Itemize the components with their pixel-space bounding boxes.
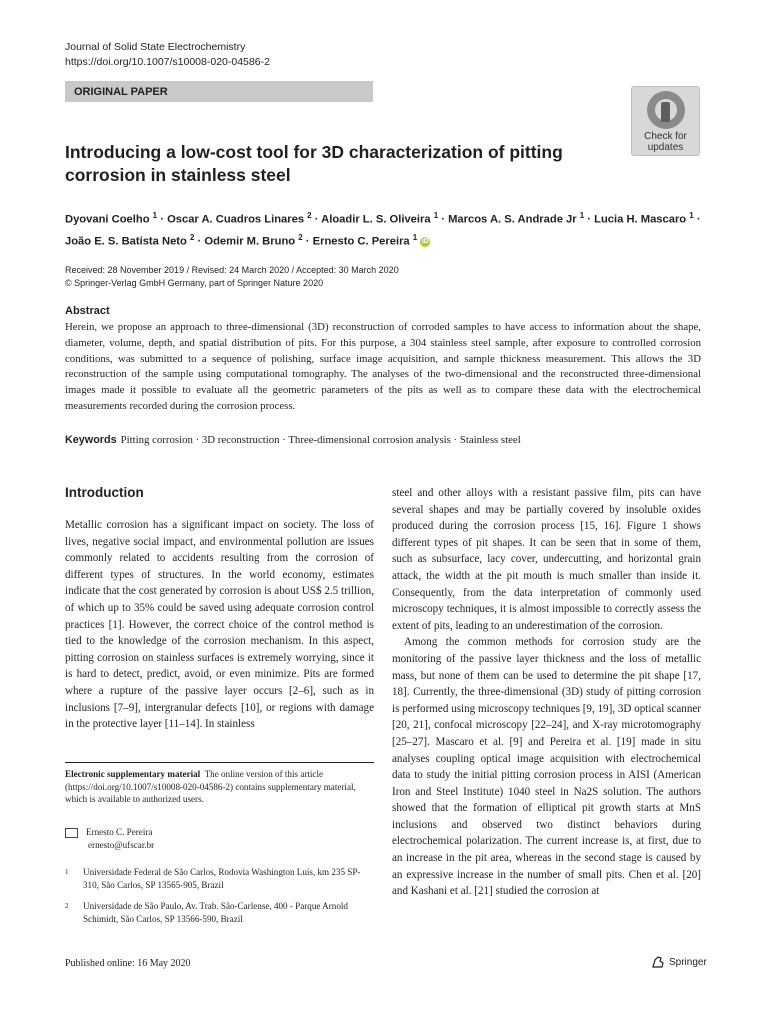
- affiliation-1: [65, 866, 375, 891]
- badge-line-2: updates: [647, 142, 684, 153]
- article-type-banner: ORIGINAL PAPER: [65, 81, 373, 102]
- title-line-1: Introducing a low-cost tool for 3D characterization of pitting: [65, 142, 563, 162]
- abstract-heading: Abstract: [65, 305, 110, 317]
- check-for-updates-badge[interactable]: [631, 86, 700, 156]
- author-list: [65, 207, 715, 250]
- supplementary-material-note: [65, 768, 374, 806]
- keywords: [65, 434, 705, 446]
- springer-horse-icon: [651, 955, 665, 969]
- abstract-body: Herein, we propose an approach to three-dimensional (3D) reconstruction of corroded samples to have access to information about the shape, diameter, volume, depth, and spatial distribution of pits. For this purpose, a 304 stainless steel sample, after exposure to controlled corrosion conditions, was submitted to a sequence of polishing, surface image acquisition, and sample thickness measurement. This allows the 3D reconstruction of the sample using computational tomography. The analyses of the two-dimensional and the reconstructed three-dimensional images made it possible to evaluate all the geometric parameters of the pits as well as to compare these data with the electrochemical measurements recorded during the corrosion process.: [65, 321, 701, 412]
- affiliation-text: Universidade Federal de São Carlos, Rodovia Washington Luís, km 235 SP-310, São Carlos, SP 13565-905, Brazil: [83, 867, 361, 890]
- badge-line-1: Check for: [644, 131, 687, 142]
- left-column: [65, 517, 374, 733]
- correspondence-email[interactable]: ernesto@ufscar.br: [88, 839, 155, 850]
- esm-text: The online version of this article (https://doi.org/10.1007/s10008-020-04586-2) contains supplementary material, which is available to authorized users.: [65, 769, 356, 805]
- dates-line: Received: 28 November 2019 / Revised: 24 March 2020 / Accepted: 30 March 2020: [65, 265, 399, 275]
- footnote-divider: [65, 762, 374, 763]
- affiliation-text: Universidade de São Paulo, Av. Trab. São-Carlense, 400 - Parque Arnold Schimidt, São Carlos, SP 13566-590, Brazil: [83, 901, 348, 924]
- affiliation-number: 2: [65, 902, 69, 910]
- affiliation-2: [65, 900, 375, 925]
- keywords-list: Pitting corrosion · 3D reconstruction · Three-dimensional corrosion analysis · Stainless steel: [120, 434, 521, 446]
- author-name[interactable]: Odemir M. Bruno: [204, 235, 296, 248]
- author-name[interactable]: Marcos A. S. Andrade Jr: [448, 213, 577, 226]
- intro-paragraph-left: Metallic corrosion has a significant impact on society. The loss of lives, negative social impact, and environmental pollution are issues commonly related to accidents resulting from the corrosion of different types of structures. In the world economy, estimates indicate that the cost generated by corrosion is about US$ 2.5 trillion, of which up to 35% could be saved using adequate corrosion control practices [1]. However, the correct choice of the control method is tied to the knowledge of the corrosion mechanism. In this aspect, pitting corrosion on stainless surfaces is extremely worrying, since it is hard to detect, predict, avoid, or even minimize. Pits are formed where a rupture of the passive layer occurs [2–6], such as in inclusions [7–9], intergranular defects [10], or regions with damage in the protective layer [11–14]. In stainless: [65, 519, 374, 731]
- doi-link[interactable]: https://doi.org/10.1007/s10008-020-04586-2: [65, 56, 270, 68]
- copyright-line: © Springer-Verlag GmbH Germany, part of Springer Nature 2020: [65, 278, 324, 288]
- intro-paragraph-right-1: steel and other alloys with a resistant passive film, pits can have several shapes and may be partially covered by insoluble oxides produced during the corrosion process [15, 16]. Figure 1 shows different types of pit shapes. It can be seen that in some of them, such as subsurface, lacy cover, undercutting, and horizontal grain attack, the width at the pit mouth is much smaller than inside it. Consequently, from the data interpretation of commonly used microscopy techniques, it is almost impossible to correctly assess the extent of pits, leading to an underestimation of the corrosion.: [392, 487, 701, 632]
- esm-label: Electronic supplementary material: [65, 769, 201, 779]
- keywords-label: Keywords: [65, 434, 117, 446]
- correspondence-name: Ernesto C. Pereira: [86, 827, 153, 837]
- title-line-2: corrosion in stainless steel: [65, 165, 291, 185]
- orcid-icon[interactable]: iD: [421, 237, 429, 245]
- author-name[interactable]: Lucia H. Mascaro: [594, 213, 687, 226]
- article-history: [65, 264, 399, 290]
- section-heading-introduction: Introduction: [65, 485, 144, 500]
- author-name[interactable]: Oscar A. Cuadros Linares: [167, 213, 305, 226]
- publisher-name: Springer: [669, 956, 707, 968]
- author-name[interactable]: Ernesto C. Pereira: [312, 235, 410, 248]
- crossmark-icon: [647, 91, 685, 129]
- author-line-1: Dyovani Coelho $^1$ · Oscar A. Cuadros Linares $^2$ · Aloadir L. S. Oliveira $^1$ · Marcos A. S. Andrade Jr $^1$ · Lucia H. Mascaro $^1$ ·: [65, 211, 701, 226]
- publisher-logo: [651, 955, 707, 969]
- journal-name: Journal of Solid State Electrochemistry: [65, 41, 246, 53]
- right-column: [392, 485, 701, 900]
- author-name[interactable]: João E. S. Batista Neto: [65, 235, 187, 248]
- envelope-icon: [65, 828, 78, 838]
- author-name[interactable]: Dyovani Coelho: [65, 213, 150, 226]
- intro-paragraph-right-2: Among the common methods for corrosion study are the monitoring of the passive layer thickness and the loss of metallic mass, but none of them can be used to determine the pit shape [17, 18]. Currently, the three-dimensional (3D) study of pitting corrosion is performed using microscopy techniques [9, 19], 3D optical scanner [20, 21], confocal microscopy [22–24], and X-ray microtomography [25–27]. Mascaro et al. [9] and Pereira et al. [19] made in situ analyses coupling optical image acquisition with electrochemical data to study the initial pitting corrosion process in AISI (American Iron and Steel Institute) 1040 steel in Na2S solution. The authors showed that the formation of elliptical pit growth starts at MnS inclusions and observed two distinct behaviors during electrochemical polarization. The current increase is, at first, due to an increase in the pit area, whereas in the second stage is caused by an expressive increase in the number of small pits. Chen et al. [20] and Kashani et al. [21] studied the corrosion at: [392, 636, 701, 898]
- author-line-2: João E. S. Batista Neto $^2$ · Odemir M. Bruno $^2$ · Ernesto C. Pereira $^1$ iD: [65, 232, 429, 248]
- correspondence: [65, 826, 374, 851]
- affiliation-number: 1: [65, 868, 69, 876]
- author-name[interactable]: Aloadir L. S. Oliveira: [321, 213, 431, 226]
- published-date: Published online: 16 May 2020: [65, 958, 191, 969]
- article-title: [65, 141, 605, 187]
- journal-header: [65, 40, 270, 70]
